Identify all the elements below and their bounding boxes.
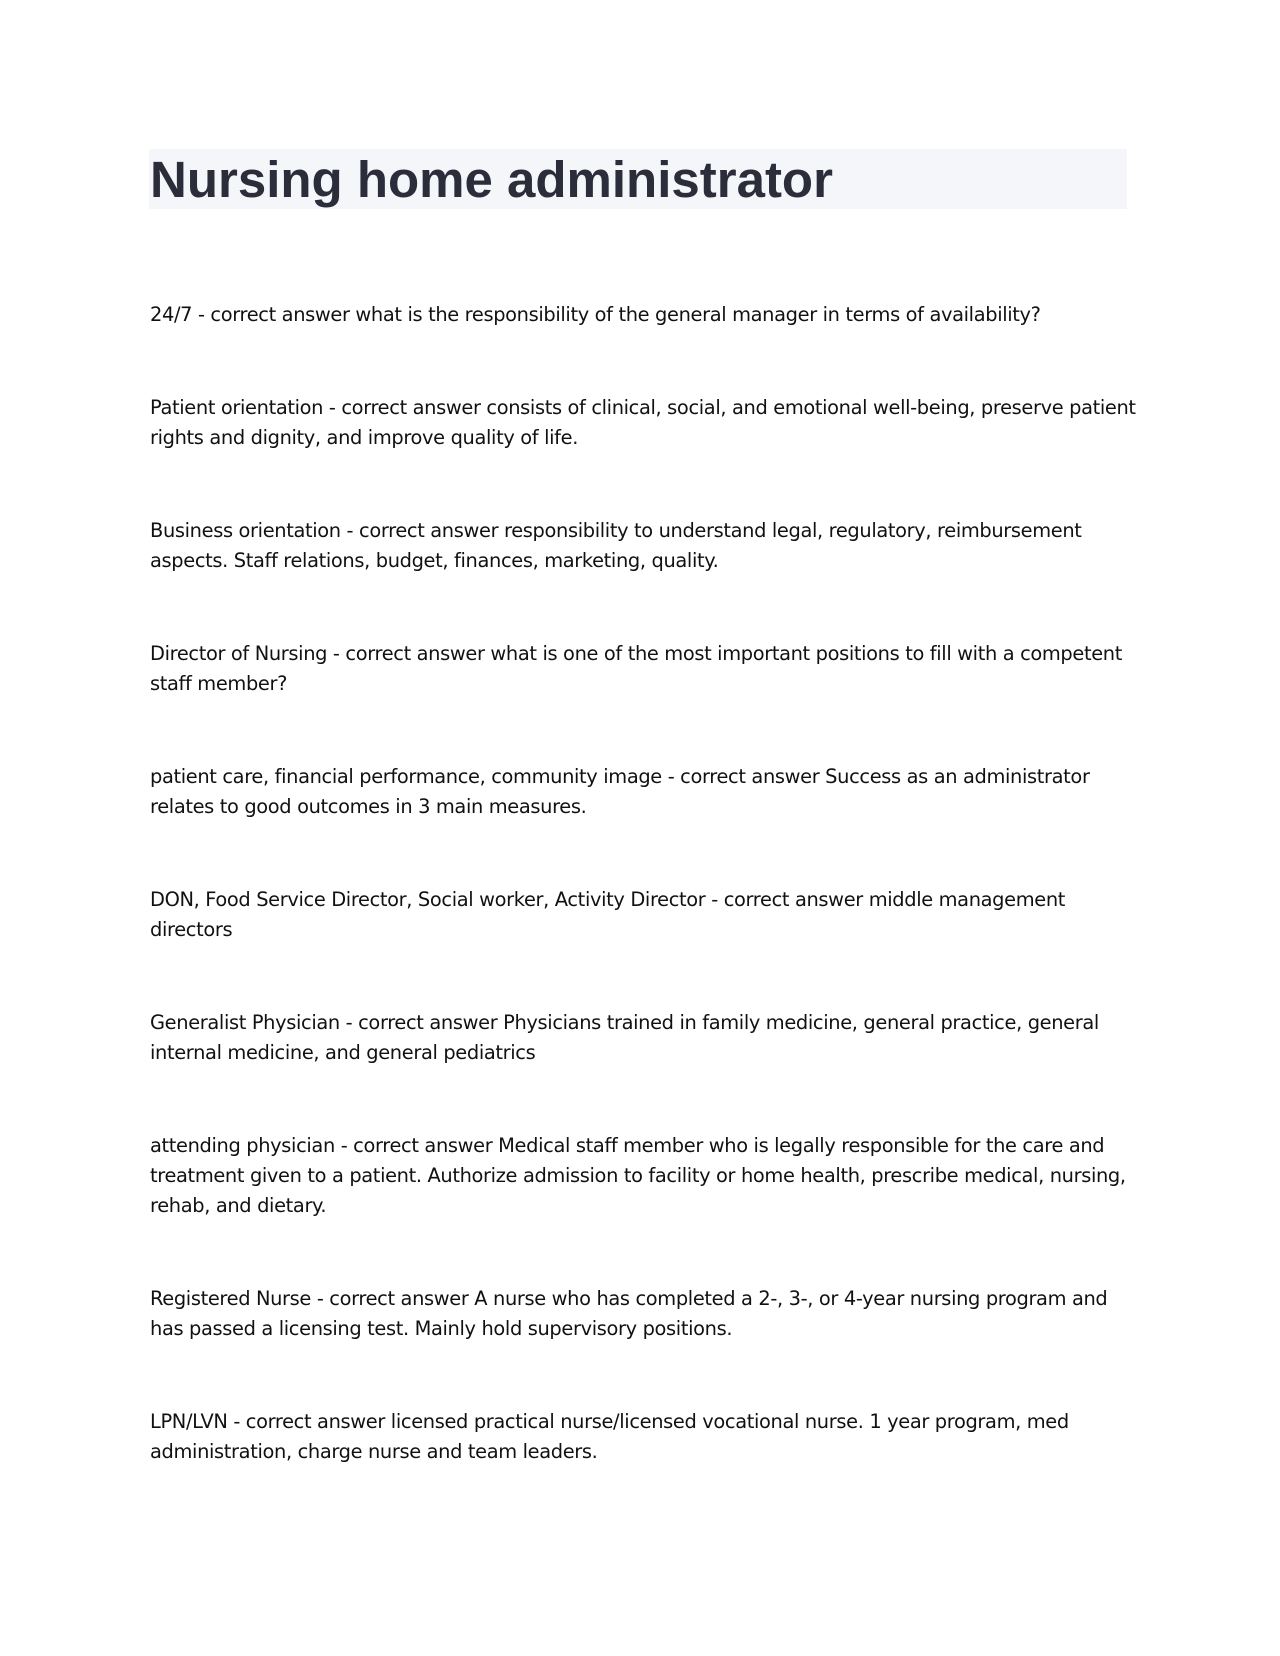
- flashcard-entry: Registered Nurse - correct answer A nurse who has completed a 2-, 3-, or 4-year nursing program and has passed a licensing test. Mainly hold supervisory positions.: [150, 1287, 1108, 1340]
- flashcard-entry: 24/7 - correct answer what is the responsibility of the general manager in terms of availability?: [150, 303, 1041, 326]
- flashcard-entry: Patient orientation - correct answer consists of clinical, social, and emotional well-being, preserve patient rights and dignity, and improve quality of life.: [150, 396, 1136, 449]
- flashcard-entry: Director of Nursing - correct answer what is one of the most important positions to fill with a competent staff member?: [150, 642, 1122, 695]
- flashcard-entry: Business orientation - correct answer responsibility to understand legal, regulatory, reimbursement aspects. Staff relations, budget, finances, marketing, quality.: [150, 519, 1082, 572]
- flashcard-entry: attending physician - correct answer Medical staff member who is legally responsible for the care and treatment given to a patient. Authorize admission to facility or home health, prescribe medical, nursing, rehab, and dietary.: [150, 1134, 1126, 1217]
- flashcard-entry: Generalist Physician - correct answer Physicians trained in family medicine, general practice, general internal medicine, and general pediatrics: [150, 1011, 1099, 1064]
- document-title: Nursing home administrator: [150, 151, 833, 208]
- flashcard-entry: patient care, financial performance, community image - correct answer Success as an administrator relates to good outcomes in 3 main measures.: [150, 765, 1090, 818]
- flashcard-entry: LPN/LVN - correct answer licensed practical nurse/licensed vocational nurse. 1 year program, med administration, charge nurse and team leaders.: [150, 1410, 1069, 1463]
- flashcard-list: [150, 300, 1140, 1530]
- flashcard-entry: DON, Food Service Director, Social worker, Activity Director - correct answer middle management directors: [150, 888, 1066, 941]
